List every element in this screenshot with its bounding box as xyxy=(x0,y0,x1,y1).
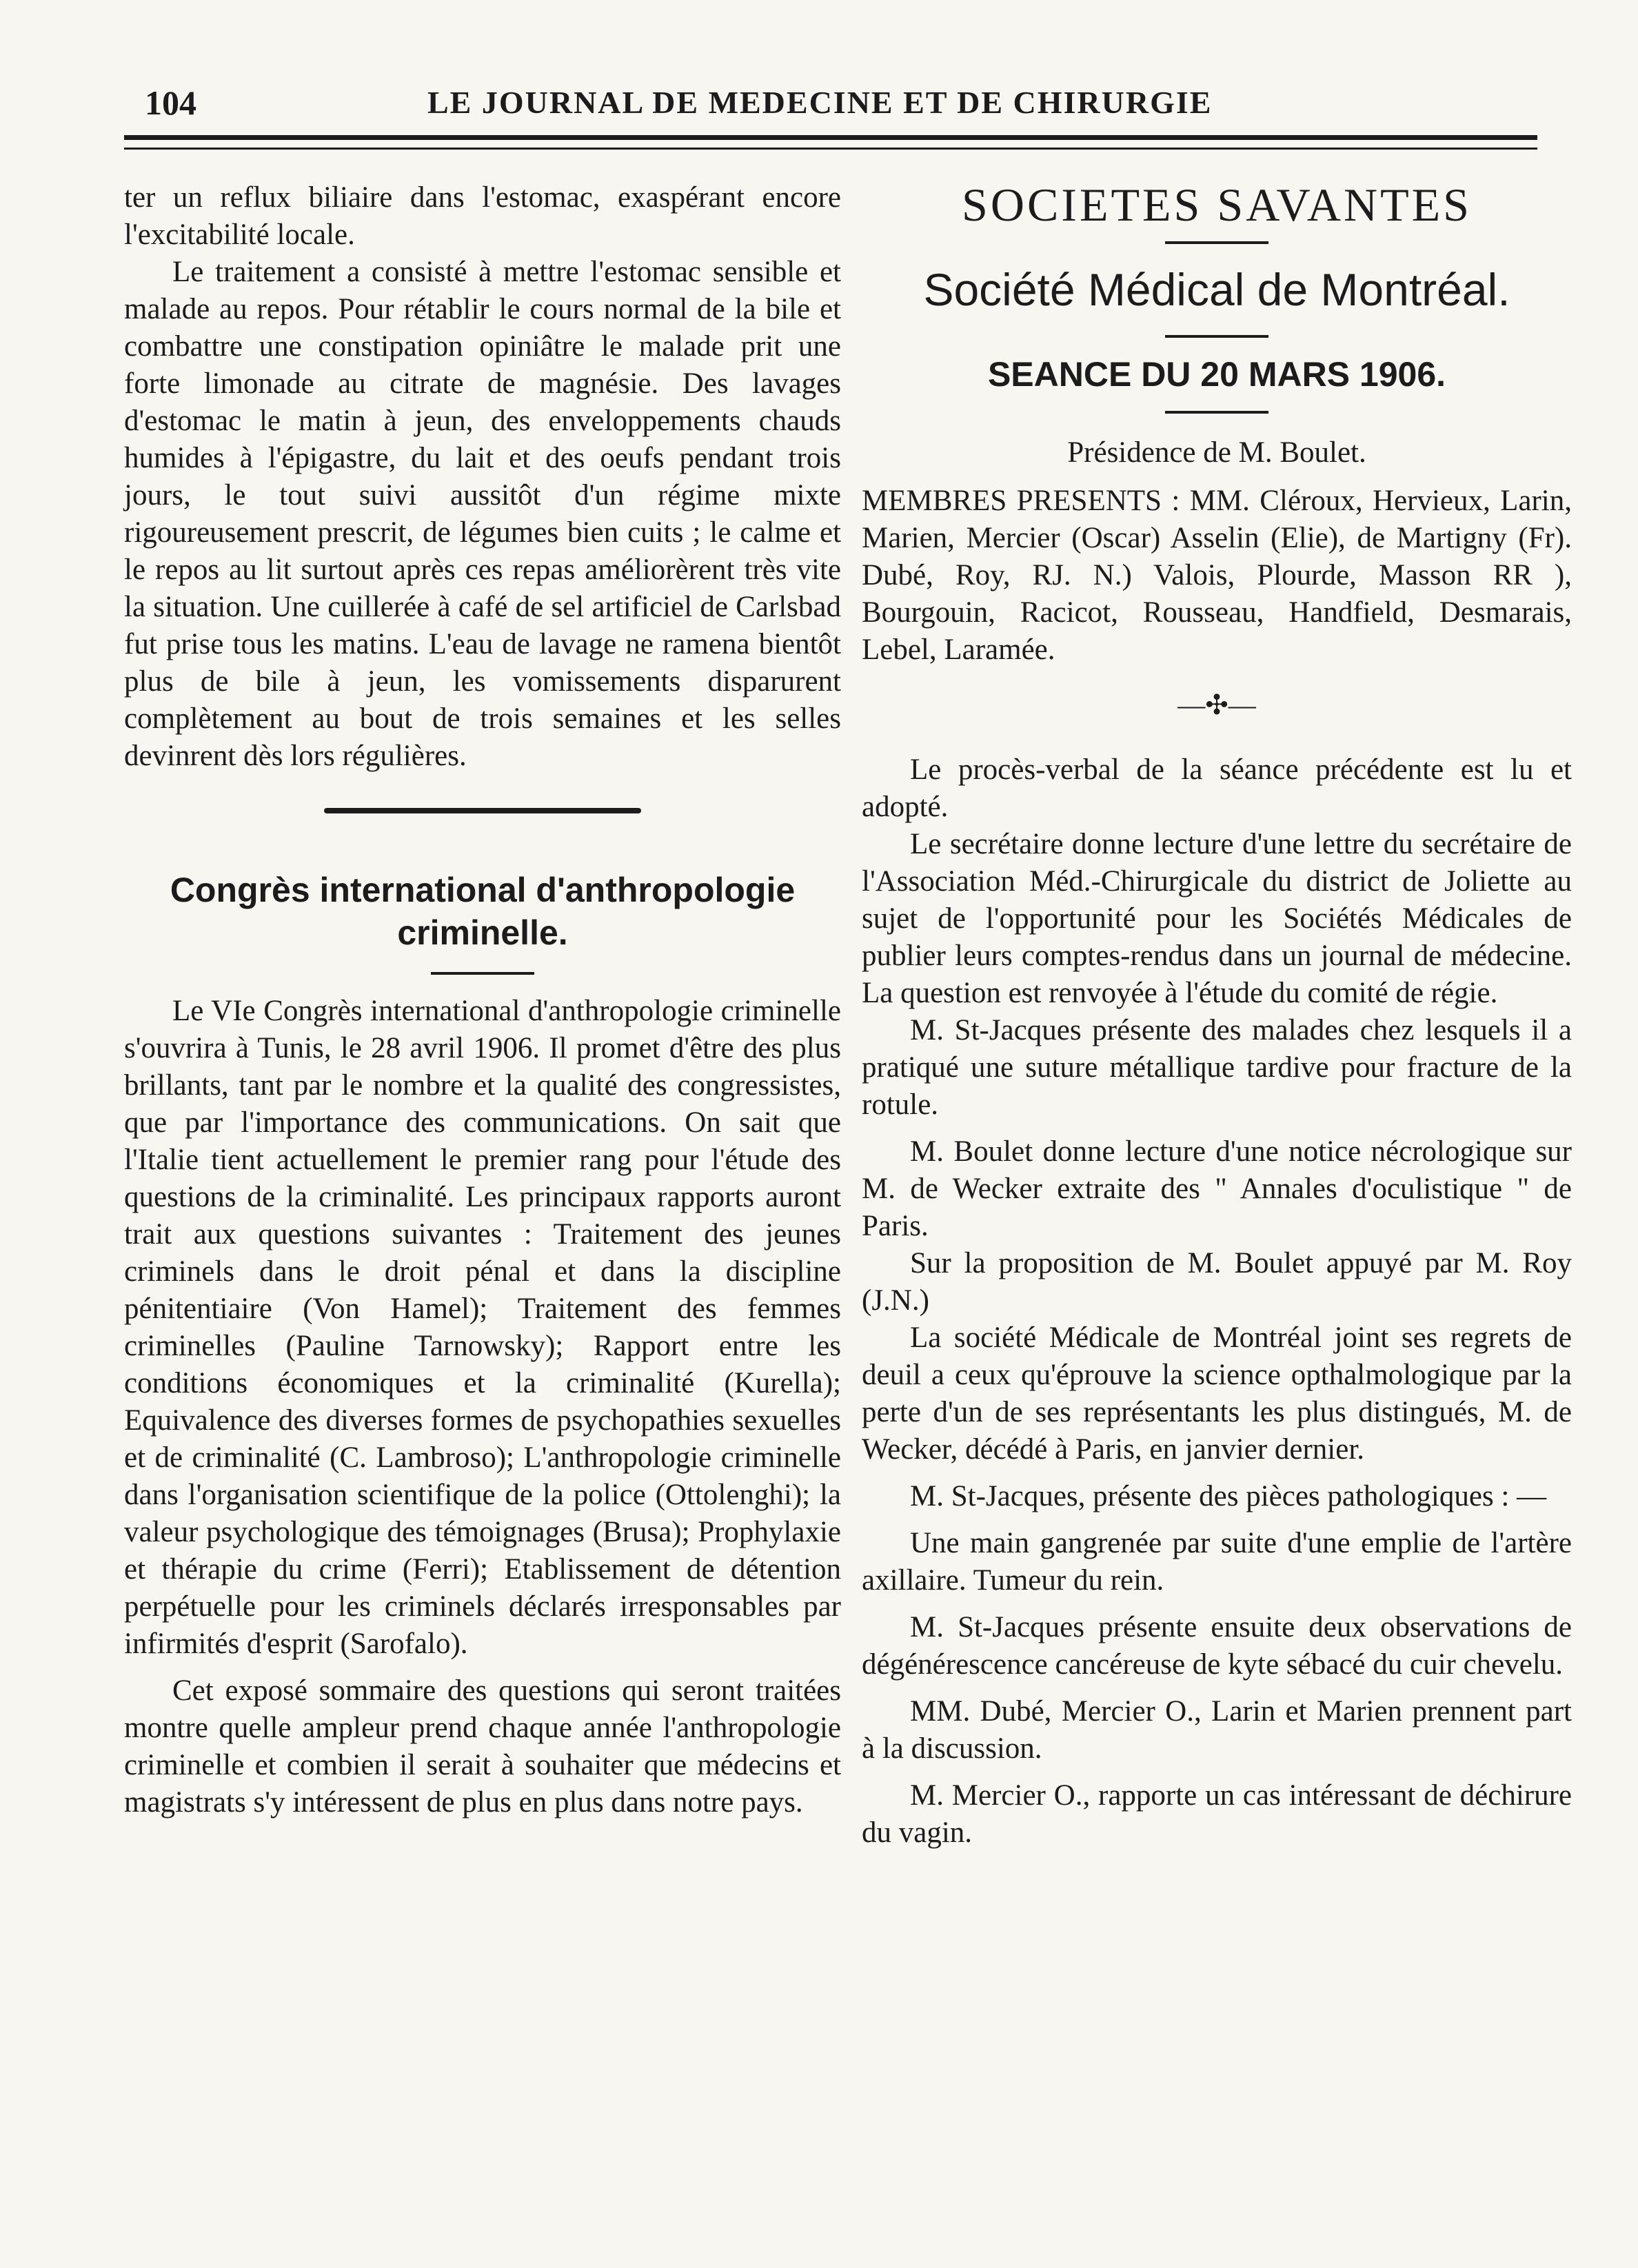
article-heading: Congrès international d'anthropologie criminelle. xyxy=(170,871,796,952)
paragraph: M. St-Jacques, présente des pièces pathologiques : — xyxy=(910,1480,1547,1512)
header-rule xyxy=(124,135,1537,140)
header-rule-thin xyxy=(124,148,1537,150)
seance-heading: SEANCE DU 20 MARS 1906. xyxy=(987,355,1446,394)
paragraph: Le traitement a consisté à mettre l'estomac sensible et malade au repos. Pour rétablir le cours normal de la bile et combattre une constipation opiniâtre le malade prit une forte limonade au citrate de magnésie. Des lavages d'estomac le matin à jeun, des enveloppements chauds humides à l'épigastre, du lait et des oeufs pendant trois jours, le tout suivi aussitôt d'un régime mixte rigoureusement prescrit, de légumes bien cuits ; le calme et le repos au lit surtout après ces repas améliorèrent très vite la situation. Une cuillerée à café de sel artificiel de Carlsbad fut prise tous les matins. L'eau de lavage ne ramena bientôt plus de bile à jeun, les vomissements disparurent complètement au bout de trois semaines et les selles devinrent dès lors régulières. xyxy=(124,256,841,772)
paragraph: MM. Dubé, Mercier O., Larin et Marien prennent part à la discussion. xyxy=(862,1695,1572,1765)
paragraph: Le VIe Congrès international d'anthropologie criminelle s'ouvrira à Tunis, le 28 avril 1906. Il promet d'être des plus brillants, tant par le nombre et la qualité des congressistes, que par l'importance des communications. On sait que l'Italie tient actuellement le premier rang pour l'étude des questions de la criminalité. Les principaux rapports auront trait aux questions suivantes : Traitement des jeunes criminels dans le droit pénal et dans la discipline pénitentiaire (Von Hamel); Traitement des femmes criminelles (Pauline Tarnowsky); Rapport entre les conditions économiques et la criminalité (Kurella); Equivalence des diverses formes de psychopathies sexuelles et de criminalité (C. Lambroso); L'anthropologie criminelle dans l'organisation scientifique de la police (Ottolenghi); la valeur psychologique des témoignages (Brusa); Prophylaxie et thérapie du crime (Ferri); Etablissement de détention perpétuelle pour les criminels déclarés irresponsables par infirmités d'esprit (Sarofalo). xyxy=(124,995,841,1660)
page-number: 104 xyxy=(145,83,196,122)
presidence-line: Présidence de M. Boulet. xyxy=(1067,436,1366,469)
short-rule xyxy=(431,972,534,975)
running-head xyxy=(124,76,1489,138)
left-column xyxy=(124,179,841,1821)
ornament-divider: —✣— xyxy=(1177,689,1256,720)
section-divider xyxy=(324,808,641,813)
society-title: Société Médical de Montréal. xyxy=(923,264,1510,315)
right-column xyxy=(862,179,1572,1852)
paragraph: La société Médicale de Montréal joint ses regrets de deuil a ceux qu'éprouve la science opthalmologique par la perte d'un de ses représentants les plus distingués, M. de Wecker, décédé à Paris, en janvier dernier. xyxy=(862,1322,1572,1466)
journal-title: LE JOURNAL DE MEDECINE ET DE CHIRURGIE xyxy=(427,85,1213,120)
short-rule xyxy=(1165,241,1268,244)
paragraph: Cet exposé sommaire des questions qui seront traitées montre quelle ampleur prend chaque année l'anthropologie criminelle et combien il serait à souhaiter que médecins et magistrats s'y intéressent de plus en plus dans notre pays. xyxy=(124,1674,841,1819)
members-present: MEMBRES PRESENTS : MM. Cléroux, Hervieux, Larin, Marien, Mercier (Oscar) Asselin (Elie), de Martigny (Fr). Dubé, Roy, RJ. N.) Valois, Plourde, Masson RR ), Bourgouin, Racicot, Rousseau, Handfield, Desmarais, Lebel, Laramée. xyxy=(862,485,1572,666)
short-rule xyxy=(1165,335,1268,338)
paragraph: ter un reflux biliaire dans l'estomac, exaspérant encore l'excitabilité locale. xyxy=(124,181,841,251)
paragraph: Une main gangrenée par suite d'une emplie de l'artère axillaire. Tumeur du rein. xyxy=(862,1527,1572,1597)
paragraph: M. St-Jacques présente des malades chez lesquels il a pratiqué une suture métallique tardive pour fracture de la rotule. xyxy=(862,1014,1572,1121)
paragraph: Le secrétaire donne lecture d'une lettre du secrétaire de l'Association Méd.-Chirurgicale du district de Joliette au sujet de l'opportunité pour les Sociétés Médicales de publier leurs comptes-rendus dans un journal de médecine. La question est renvoyée à l'étude du comité de régie. xyxy=(862,828,1572,1009)
paragraph: Le procès-verbal de la séance précédente est lu et adopté. xyxy=(862,753,1572,823)
section-title: SOCIETES SAVANTES xyxy=(962,179,1472,231)
paragraph: M. Mercier O., rapporte un cas intéressant de déchirure du vagin. xyxy=(862,1779,1572,1849)
short-rule xyxy=(1165,411,1268,414)
paragraph: M. Boulet donne lecture d'une notice nécrologique sur M. de Wecker extraite des " Annales d'oculistique " de Paris. xyxy=(862,1135,1572,1242)
paragraph: M. St-Jacques présente ensuite deux observations de dégénérescence cancéreuse de kyte sébacé du cuir chevelu. xyxy=(862,1611,1572,1681)
paragraph: Sur la proposition de M. Boulet appuyé par M. Roy (J.N.) xyxy=(862,1247,1572,1317)
